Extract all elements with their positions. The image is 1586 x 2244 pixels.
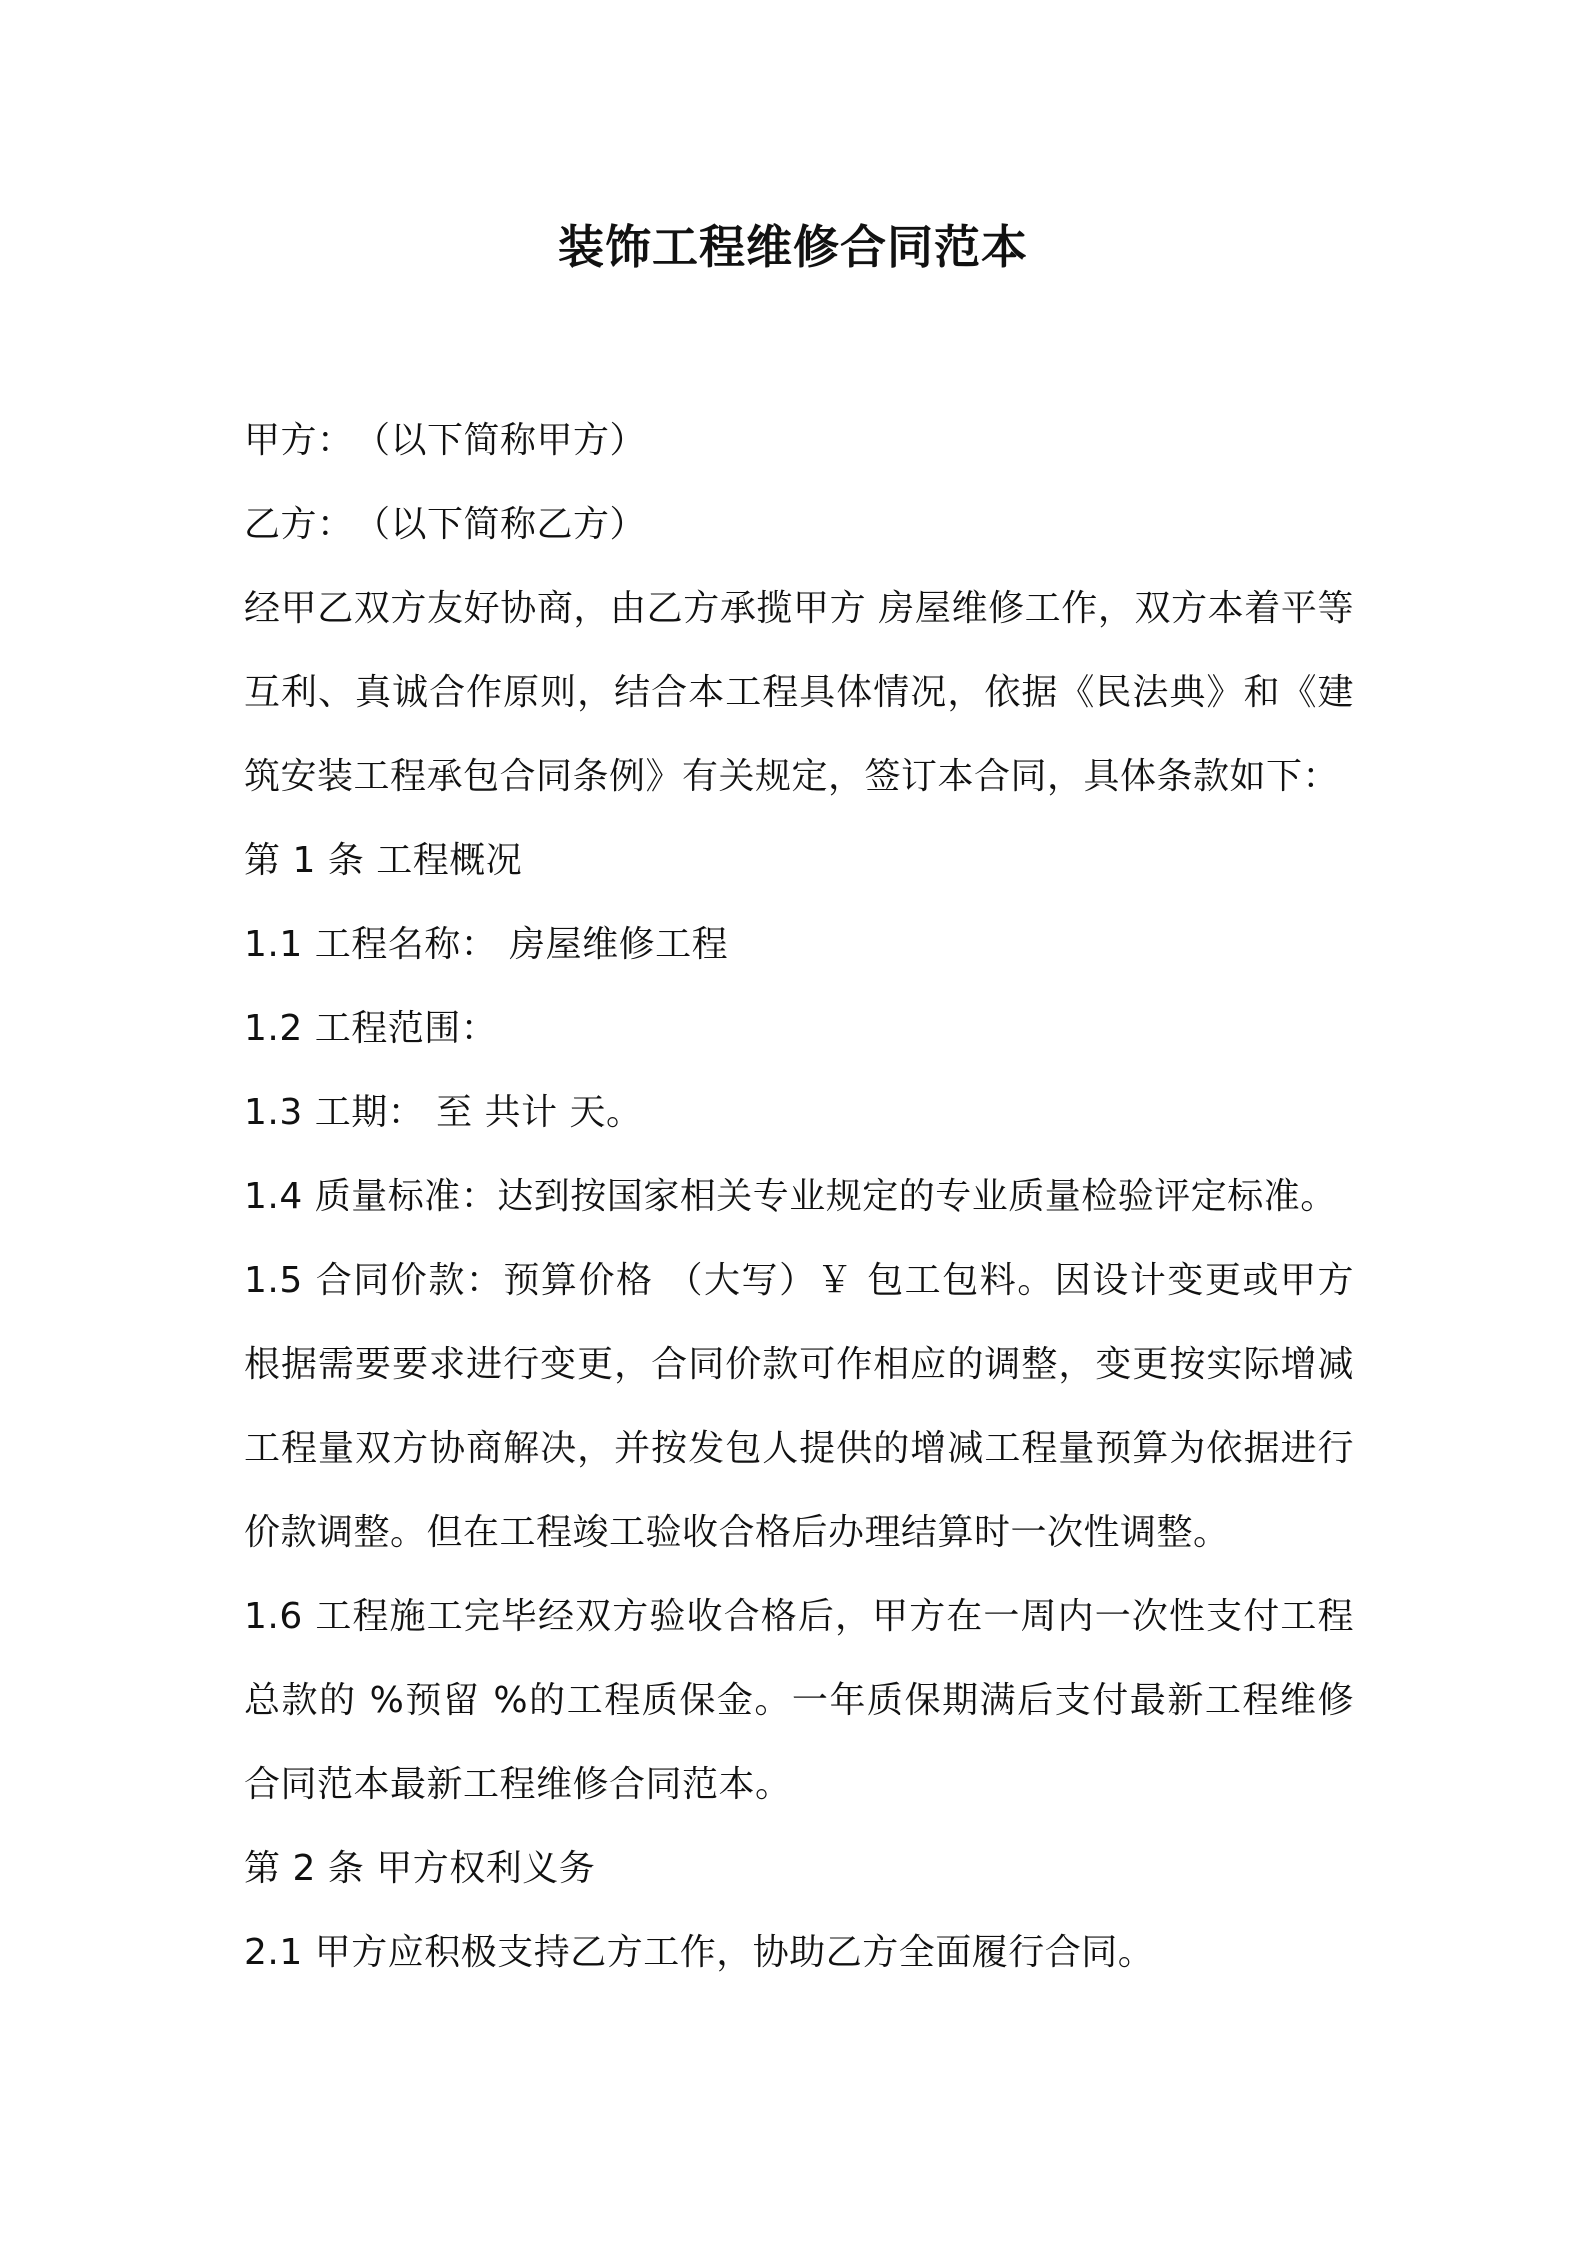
clause-2-1: 2.1 甲方应积极支持乙方工作，协助乙方全面履行合同。 <box>244 1932 1155 1973</box>
clause-1-6: 1.6 工程施工完毕经双方验收合格后，甲方在一周内一次性支付工程总款的 %预留 %的工程质保金。一年质保期满后支付最新工程维修合同范本最新工程维修合同范本。 <box>244 1596 1354 1805</box>
clause-1-3: 1.3 工期： 至 共计 天。 <box>244 1092 643 1133</box>
article-1-heading: 第 1 条 工程概况 <box>244 840 523 881</box>
document-title: 装饰工程维修合同范本 <box>558 220 1028 274</box>
clause-1-4: 1.4 质量标准：达到按国家相关专业规定的专业质量检验评定标准。 <box>244 1176 1337 1217</box>
preamble-paragraph: 经甲乙双方友好协商，由乙方承揽甲方 房屋维修工作，双方本着平等互利、真诚合作原则，结合本工程具体情况，依据《民法典》和《建筑安装工程承包合同条例》有关规定，签订本合同，具体条款如下： <box>244 588 1354 797</box>
clause-1-2: 1.2 工程范围： <box>244 1008 498 1049</box>
party-a-line: 甲方： （以下简称甲方） <box>244 420 647 461</box>
document-body <box>244 399 1354 1995</box>
clause-1-1: 1.1 工程名称： 房屋维修工程 <box>244 924 729 965</box>
party-b-line: 乙方： （以下简称乙方） <box>244 504 647 545</box>
clause-1-5: 1.5 合同价款：预算价格 （大写）￥ 包工包料。因设计变更或甲方根据需要要求进行变更，合同价款可作相应的调整，变更按实际增减工程量双方协商解决，并按发包人提供的增减工程量预算为依据进行价款调整。但在工程竣工验收合格后办理结算时一次性调整。 <box>244 1260 1354 1553</box>
article-2-heading: 第 2 条 甲方权利义务 <box>244 1848 596 1889</box>
